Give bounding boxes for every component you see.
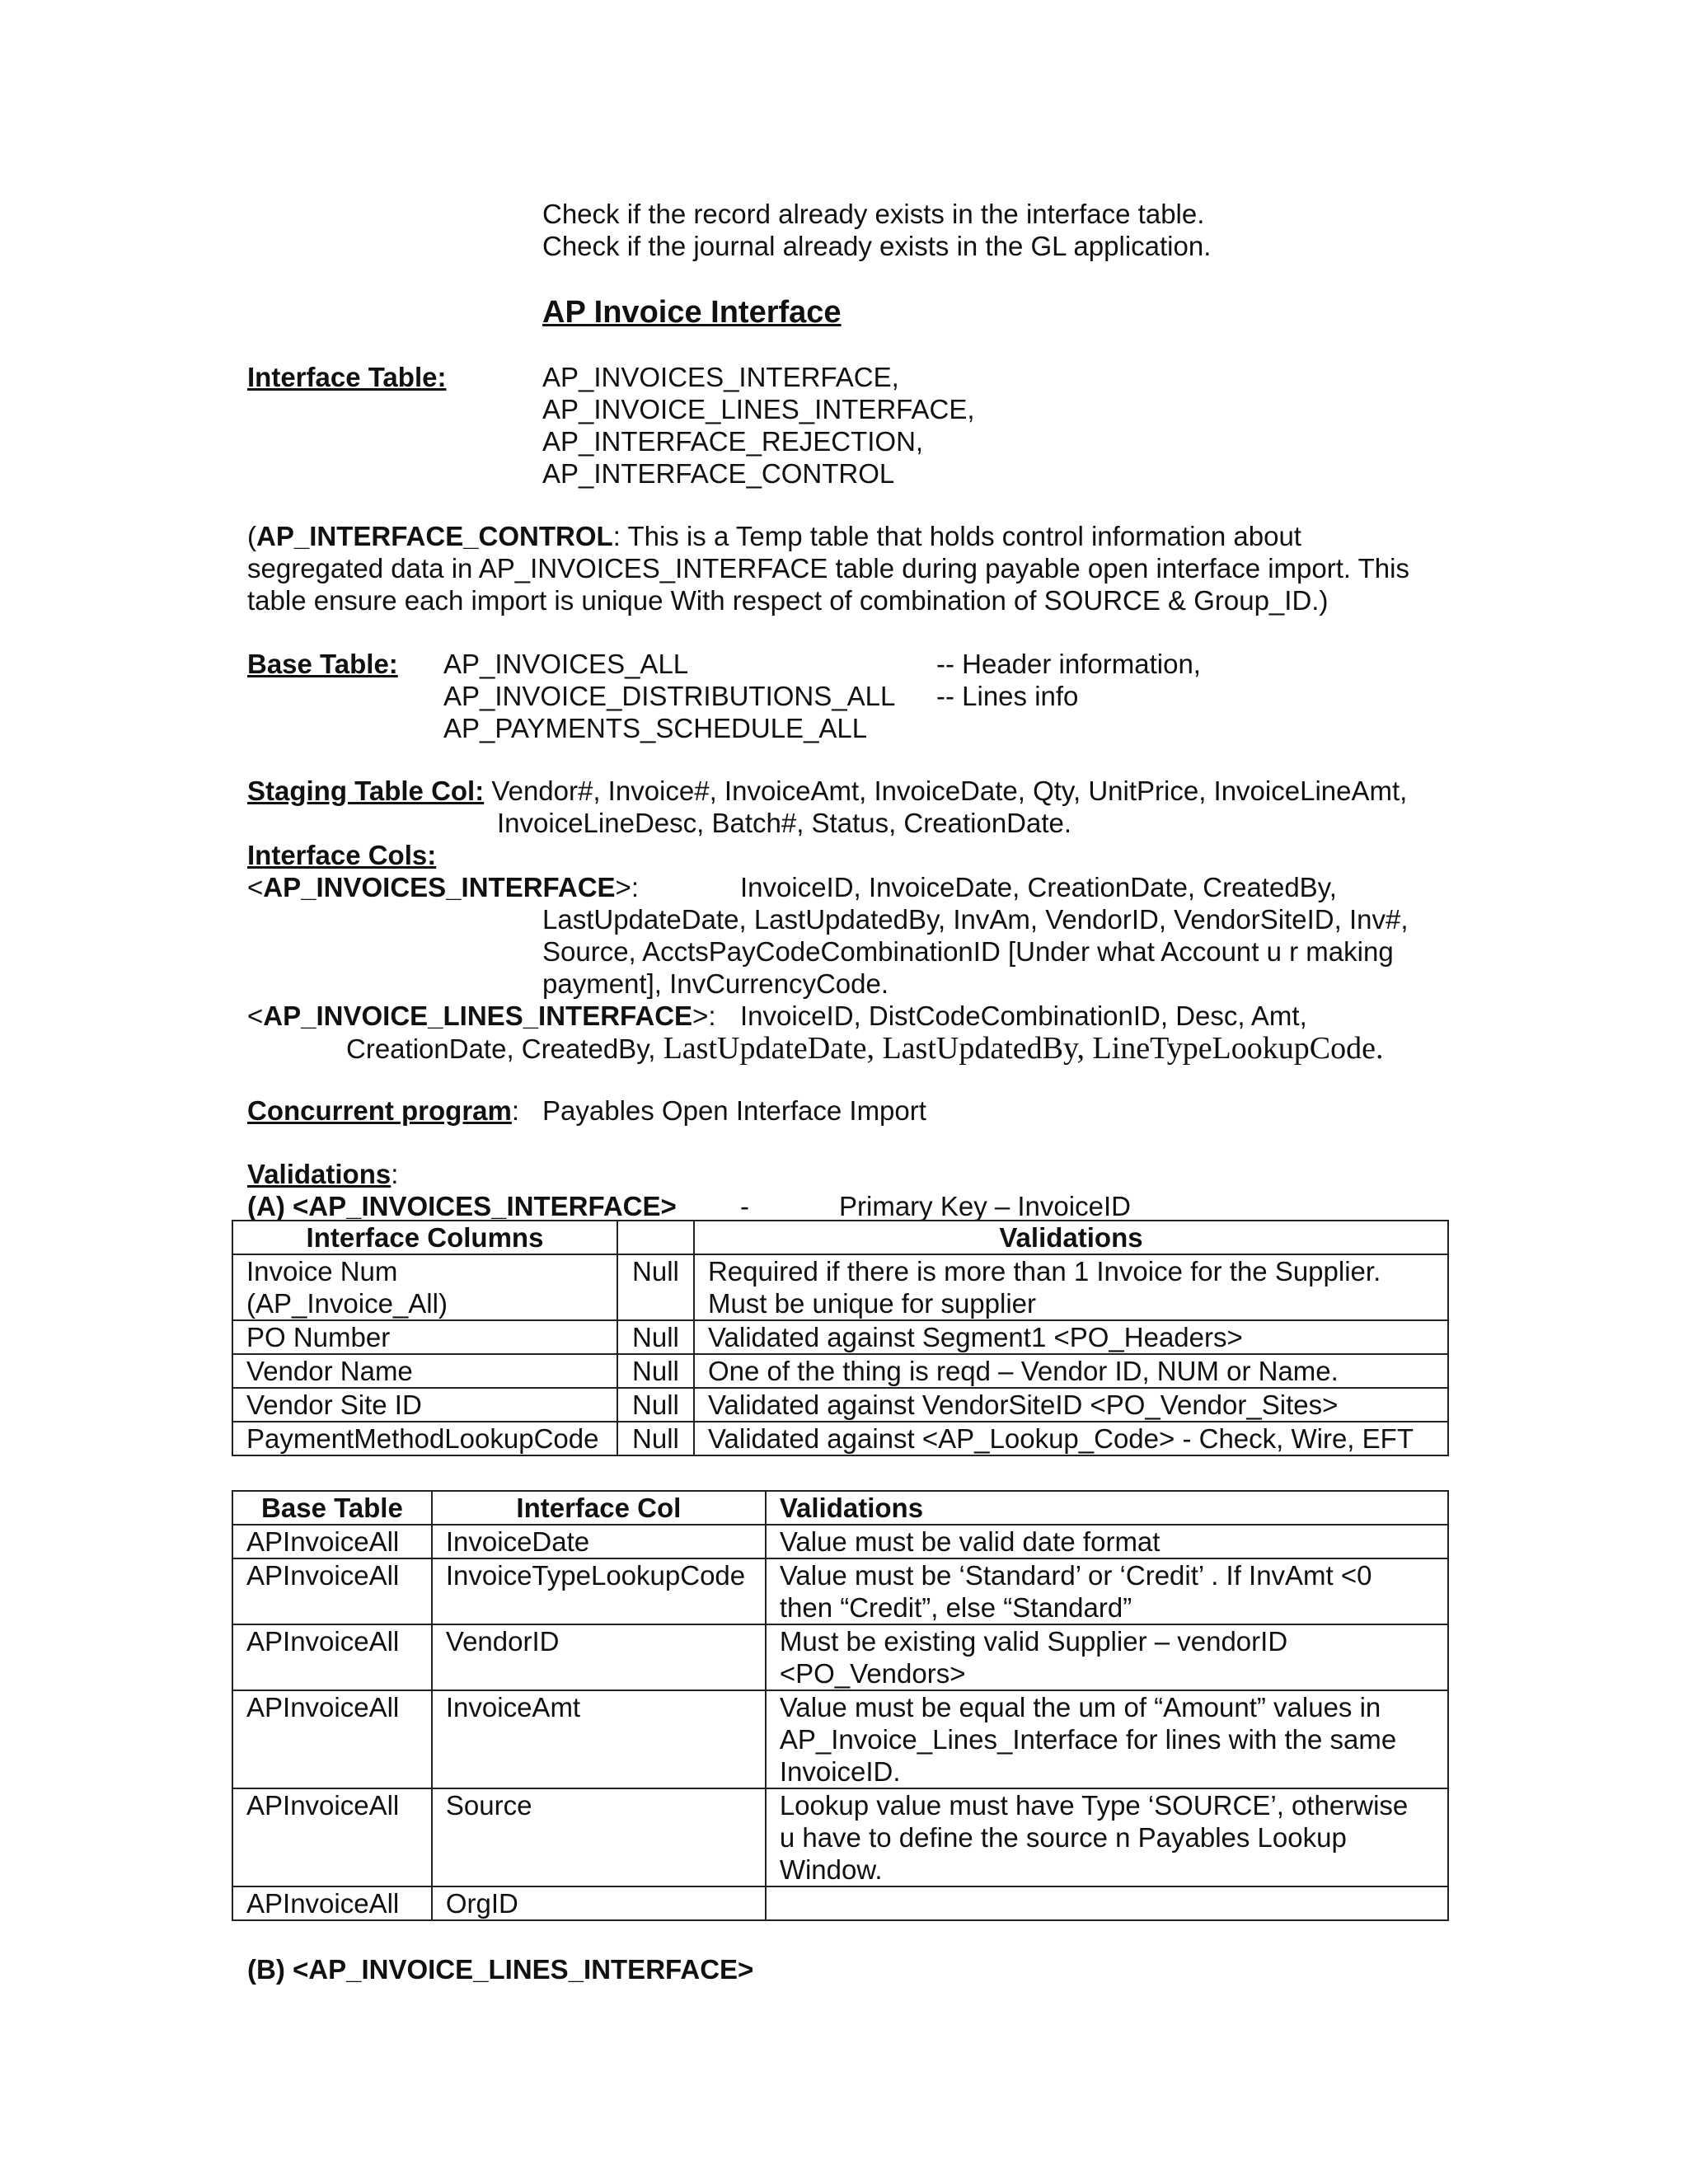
table-cell: Value must be equal the um of “Amount” values in AP_Invoice_Lines_Interface for lines with the same InvoiceID. <box>766 1690 1448 1788</box>
table-cell: APInvoiceAll <box>232 1624 432 1690</box>
invoices-interface-cols: Source, AcctsPayCodeCombinationID [Under what Account u r making <box>542 936 1394 967</box>
validation-a-dash: - <box>740 1191 749 1221</box>
table-cell <box>766 1886 1448 1920</box>
staging-line-1: Staging Table Col: Vendor#, Invoice#, InvoiceAmt, InvoiceDate, Qty, UnitPrice, InvoiceLineAmt, <box>247 776 1408 806</box>
interface-table-name: AP_INTERFACE_CONTROL <box>542 458 895 489</box>
table-cell: InvoiceDate <box>432 1525 766 1558</box>
table-header: Base Table <box>232 1491 432 1525</box>
table-row <box>232 1422 1448 1455</box>
control-note-line-2: segregated data in AP_INVOICES_INTERFACE table during payable open interface import. This <box>247 553 1409 583</box>
table-cell: Null <box>617 1388 694 1422</box>
interface-table-name: AP_INVOICES_INTERFACE, <box>542 362 899 392</box>
interface-table-name: AP_INVOICE_LINES_INTERFACE, <box>542 394 975 424</box>
table-cell: Validated against Segment1 <PO_Headers> <box>694 1320 1448 1354</box>
table-row <box>232 1624 1448 1690</box>
table-cell: APInvoiceAll <box>232 1788 432 1886</box>
table-row <box>232 1388 1448 1422</box>
interface-table-name: AP_INTERFACE_REJECTION, <box>542 426 924 457</box>
table-cell: Source <box>432 1788 766 1886</box>
table-cell: VendorID <box>432 1624 766 1690</box>
table-header: Validations <box>766 1491 1448 1525</box>
invoices-interface-heading: <AP_INVOICES_INTERFACE>: <box>247 872 639 902</box>
table-header: Validations <box>694 1221 1448 1254</box>
table-cell: Value must be valid date format <box>766 1525 1448 1558</box>
table-row <box>232 1320 1448 1354</box>
table-cell: PaymentMethodLookupCode <box>232 1422 617 1455</box>
base-table-name: AP_PAYMENTS_SCHEDULE_ALL <box>443 713 868 743</box>
table-cell: Lookup value must have Type ‘SOURCE’, otherwise u have to define the source n Payables Lookup Window. <box>766 1788 1448 1886</box>
table-header: Interface Col <box>432 1491 766 1525</box>
table-row <box>232 1558 1448 1624</box>
table-cell: Must be existing valid Supplier – vendorID <PO_Vendors> <box>766 1624 1448 1690</box>
lines-interface-cols: CreationDate, CreatedBy, LastUpdateDate, LastUpdatedBy, LineTypeLookupCode. <box>346 1031 1384 1066</box>
base-table-comment: -- Header information, <box>936 649 1201 679</box>
validation-a-heading: (A) <AP_INVOICES_INTERFACE> <box>247 1191 677 1221</box>
table-cell: Vendor Site ID <box>232 1388 617 1422</box>
staging-line-2: InvoiceLineDesc, Batch#, Status, CreationDate. <box>497 808 1072 838</box>
table-cell: APInvoiceAll <box>232 1525 432 1558</box>
base-table-label: Base Table: <box>247 649 398 679</box>
table-cell: InvoiceAmt <box>432 1690 766 1788</box>
section-b-heading: (B) <AP_INVOICE_LINES_INTERFACE> <box>247 1954 754 1985</box>
check-line-2: Check if the journal already exists in the GL application. <box>542 231 1212 261</box>
table-cell: Null <box>617 1320 694 1354</box>
table-header <box>617 1221 694 1254</box>
lines-interface-heading: <AP_INVOICE_LINES_INTERFACE>: <box>247 1001 716 1031</box>
table-cell: InvoiceTypeLookupCode <box>432 1558 766 1624</box>
table-cell: One of the thing is reqd – Vendor ID, NUM or Name. <box>694 1354 1448 1388</box>
base-table-name: AP_INVOICES_ALL <box>443 649 689 679</box>
invoices-interface-cols: LastUpdateDate, LastUpdatedBy, InvAm, VendorID, VendorSiteID, Inv#, <box>542 904 1409 935</box>
table-cell: APInvoiceAll <box>232 1558 432 1624</box>
table-row <box>232 1354 1448 1388</box>
control-note-line-3: table ensure each import is unique With respect of combination of SOURCE & Group_ID.) <box>247 585 1329 616</box>
table-cell: Required if there is more than 1 Invoice for the Supplier. Must be unique for supplier <box>694 1254 1448 1320</box>
table-row <box>232 1525 1448 1558</box>
table-cell: PO Number <box>232 1320 617 1354</box>
table-row <box>232 1690 1448 1788</box>
table-cell: APInvoiceAll <box>232 1690 432 1788</box>
check-line-1: Check if the record already exists in the interface table. <box>542 199 1205 229</box>
validations-label: Validations: <box>247 1159 399 1189</box>
invoices-interface-cols: payment], InvCurrencyCode. <box>542 968 889 999</box>
control-note-line-1: (AP_INTERFACE_CONTROL: This is a Temp table that holds control information about <box>247 521 1301 551</box>
table-cell: Null <box>617 1254 694 1320</box>
table-cell: Validated against VendorSiteID <PO_Vendor_Sites> <box>694 1388 1448 1422</box>
table-cell: Validated against <AP_Lookup_Code> - Check, Wire, EFT <box>694 1422 1448 1455</box>
table-cell: Null <box>617 1354 694 1388</box>
table-cell: Value must be ‘Standard’ or ‘Credit’ . If InvAmt <0 then “Credit”, else “Standard” <box>766 1558 1448 1624</box>
concurrent-program-value: Payables Open Interface Import <box>542 1095 926 1126</box>
lines-interface-cols: InvoiceID, DistCodeCombinationID, Desc, Amt, <box>740 1001 1307 1031</box>
table-cell: Invoice Num (AP_Invoice_All) <box>232 1254 617 1320</box>
base-table-comment: -- Lines info <box>936 681 1079 711</box>
section-title: AP Invoice Interface <box>542 295 842 330</box>
base-validations-table <box>232 1490 1449 1921</box>
table-cell: Null <box>617 1422 694 1455</box>
table-header: Interface Columns <box>232 1221 617 1254</box>
invoices-interface-cols: InvoiceID, InvoiceDate, CreationDate, CreatedBy, <box>740 872 1337 902</box>
table-cell: Vendor Name <box>232 1354 617 1388</box>
table-header-row <box>232 1221 1448 1254</box>
table-row <box>232 1788 1448 1886</box>
interface-validations-table <box>232 1220 1449 1456</box>
table-row <box>232 1886 1448 1920</box>
validation-a-key: Primary Key – InvoiceID <box>839 1191 1131 1221</box>
table-cell: OrgID <box>432 1886 766 1920</box>
concurrent-program: Concurrent program: <box>247 1095 520 1126</box>
table-cell: APInvoiceAll <box>232 1886 432 1920</box>
interface-table-label: Interface Table: <box>247 362 447 392</box>
table-header-row <box>232 1491 1448 1525</box>
base-table-name: AP_INVOICE_DISTRIBUTIONS_ALL <box>443 681 896 711</box>
interface-cols-label: Interface Cols: <box>247 840 437 870</box>
table-row <box>232 1254 1448 1320</box>
